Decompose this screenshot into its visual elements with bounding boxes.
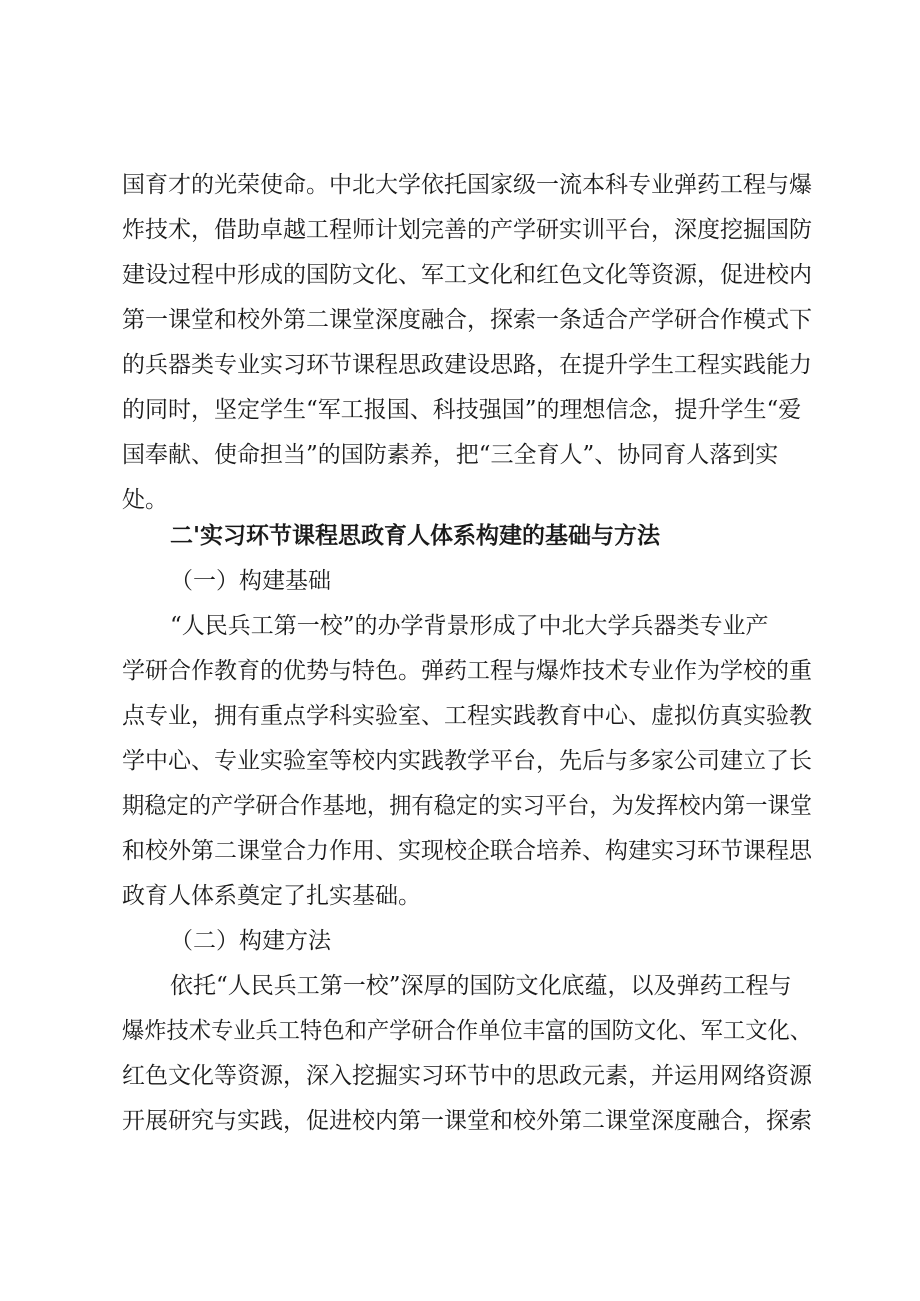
paragraph-1-line-5: 的兵器类专业实习环节课程思政建设思路，在提升学生工程实践能力 (122, 352, 812, 378)
paragraph-1-line-4: 第一课堂和校外第二课堂深度融合，探索一条适合产学研合作模式下 (122, 307, 812, 333)
section-heading: 二'实习环节课程思政育人体系构建的基础与方法 (170, 523, 661, 549)
subsection-1-line-3: 点专业，拥有重点学科实验室、工程实践教育中心、虚拟仿真实验教 (122, 703, 812, 729)
subsection-1-line-5: 期稳定的产学研合作基地，拥有稳定的实习平台，为发挥校内第一课堂 (122, 793, 812, 819)
subsection-1-line-4: 学中心、专业实验室等校内实践教学平台，先后与多家公司建立了长 (122, 748, 812, 774)
paragraph-1-line-1: 国育才的光荣使命。中北大学依托国家级一流本科专业弹药工程与爆 (122, 172, 812, 198)
subsection-1-line-2: 学研合作教育的优势与特色。弹药工程与爆炸技术专业作为学校的重 (122, 658, 812, 684)
paragraph-1-line-7: 国奉献、使命担当”的国防素养，把“三全育人”、协同育人落到实 (122, 442, 779, 468)
paragraph-1-line-3: 建设过程中形成的国防文化、军工文化和红色文化等资源，促进校内 (122, 262, 812, 288)
subsection-1-title: （一）构建基础 (170, 568, 331, 594)
paragraph-1-line-6: 的同时，坚定学生“军工报国、科技强国”的理想信念，提升学生“爱 (122, 397, 802, 423)
subsection-2-line-4: 开展研究与实践，促进校内第一课堂和校外第二课堂深度融合，探索 (122, 1108, 812, 1134)
subsection-1-line-6: 和校外第二课堂合力作用、实现校企联合培养、构建实习环节课程思 (122, 838, 812, 864)
subsection-1-line-1: “人民兵工第一校”的办学背景形成了中北大学兵器类专业产 (170, 613, 769, 639)
subsection-2-line-2: 爆炸技术专业兵工特色和产学研合作单位丰富的国防文化、军工文化、 (122, 1018, 812, 1044)
paragraph-1-line-2: 炸技术，借助卓越工程师计划完善的产学研实训平台，深度挖掘国防 (122, 217, 812, 243)
subsection-1-line-7: 政育人体系奠定了扎实基础。 (122, 883, 421, 909)
paragraph-1-line-8: 处。 (122, 487, 168, 513)
subsection-2-line-3: 红色文化等资源，深入挖掘实习环节中的思政元素，并运用网络资源 (122, 1063, 812, 1089)
subsection-2-line-1: 依托“人民兵工第一校”深厚的国防文化底蕴，以及弹药工程与 (170, 973, 792, 999)
subsection-2-title: （二）构建方法 (170, 928, 331, 954)
